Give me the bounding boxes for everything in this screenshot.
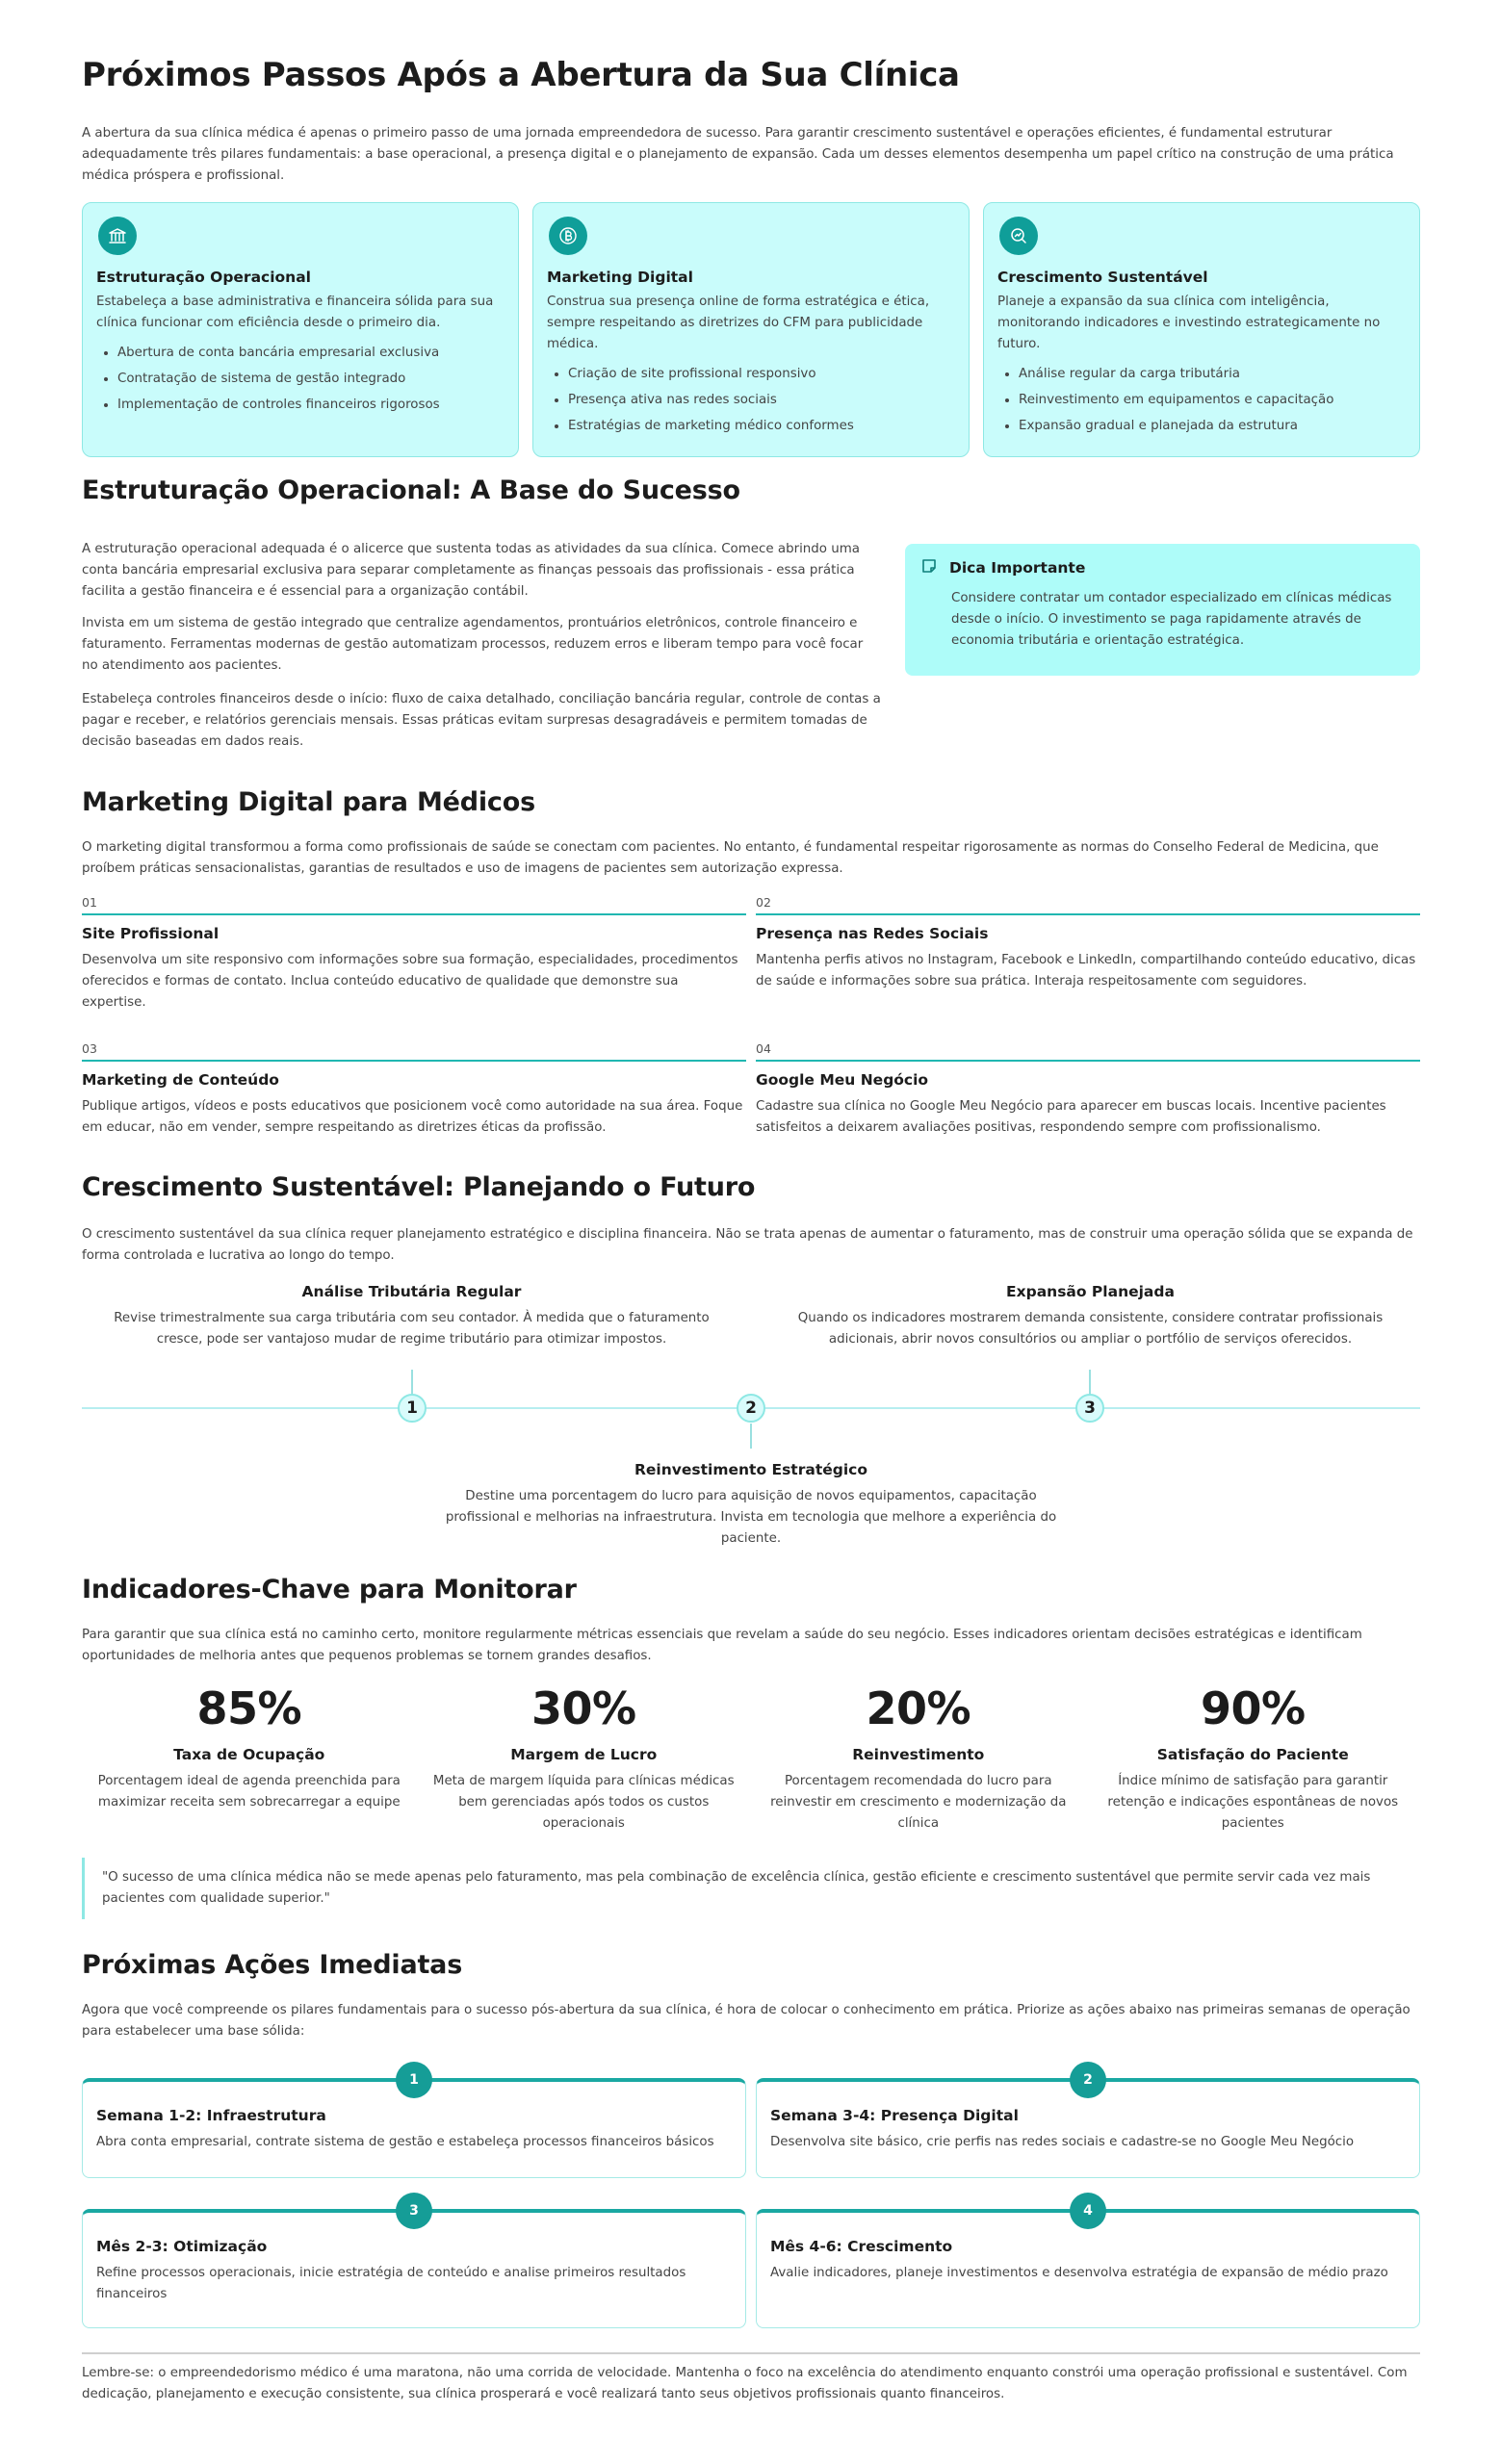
closing-paragraph: Lembre-se: o empreendedorismo médico é uma maratona, não uma corrida de velocidade. Mantenha o foco na excelência do atendimento enquanto constrói uma operação profissional e sustentável. Com dedicação, planejamento e execução consistente, sua clínica prosperará e você realizará tanto seus objetivos profissionais quanto financeiros. bbox=[82, 2366, 1408, 2401]
marketing-item-title: Presença nas Redes Sociais bbox=[756, 925, 989, 942]
timeline-step bbox=[96, 1283, 727, 1350]
action-card bbox=[756, 2203, 1420, 2328]
timeline-step-text: Revise trimestralmente sua carga tributária com seu contador. À medida que o faturamento cresce, pode ser vantajoso mudar de regime tributário para otimizar impostos. bbox=[114, 1311, 710, 1347]
kpi-title: Satisfação do Paciente bbox=[1156, 1746, 1349, 1763]
operational-paragraph: Estabeleça controles financeiros desde o início: fluxo de caixa detalhado, conciliação bancária regular, controle de contas a pagar e receber, e relatórios gerenciais mensais. Essas práticas evitam surpresas desagradáveis e permitem tomadas de decisão baseadas em dados reais. bbox=[82, 692, 881, 749]
pillar-card-growth bbox=[983, 202, 1420, 457]
tip-text: Considere contratar um contador especializado em clínicas médicas desde o início. O investimento se paga rapidamente através de economia tributária e orientação estratégica. bbox=[951, 591, 1392, 648]
list-item: Estratégias de marketing médico conformes bbox=[547, 413, 955, 439]
indicators-intro: Para garantir que sua clínica está no caminho certo, monitore regularmente métricas essenciais que revelam a saúde do seu negócio. Esses indicadores orientam decisões estratégicas e identificam oportunidades de melhoria antes que pequenos problemas se tornem grandes desafios. bbox=[82, 1628, 1362, 1663]
kpi-value: 85% bbox=[196, 1682, 302, 1734]
timeline-connector bbox=[411, 1370, 413, 1395]
pillar-list bbox=[96, 340, 505, 418]
tip-title: Dica Importante bbox=[949, 559, 1086, 577]
kpi-text: Meta de margem líquida para clínicas médicas bem gerenciadas após todos os custos operacionais bbox=[432, 1774, 735, 1831]
list-item: Abertura de conta bancária empresarial exclusiva bbox=[96, 340, 505, 366]
list-item: Criação de site profissional responsivo bbox=[547, 361, 955, 387]
kpi-title: Reinvestimento bbox=[852, 1746, 985, 1763]
pillar-card-marketing bbox=[532, 202, 970, 457]
list-item: Análise regular da carga tributária bbox=[997, 361, 1406, 387]
timeline-step-title: Expansão Planejada bbox=[1006, 1283, 1175, 1300]
section-title-actions: Próximas Ações Imediatas bbox=[82, 1950, 463, 1980]
operational-paragraph: A estruturação operacional adequada é o alicerce que sustenta todas as atividades da sua clínica. Comece abrindo uma conta bancária empresarial exclusiva para separar completamente as finanças pessoais das profissionais - essa prática facilita a gestão financeira e é essencial para a organização contábil. bbox=[82, 542, 860, 599]
marketing-item-title: Site Profissional bbox=[82, 925, 220, 942]
kpi-text: Índice mínimo de satisfação para garantir retenção e indicações espontâneas de novos pacientes bbox=[1107, 1774, 1399, 1831]
action-number-badge: 3 bbox=[396, 2193, 432, 2229]
list-item: Reinvestimento em equipamentos e capacitação bbox=[997, 387, 1406, 413]
kpi-value: 30% bbox=[531, 1682, 636, 1734]
action-card bbox=[82, 2203, 746, 2328]
action-card bbox=[756, 2072, 1420, 2178]
list-item: Presença ativa nas redes sociais bbox=[547, 387, 955, 413]
quote-text: "O sucesso de uma clínica médica não se mede apenas pelo faturamento, mas pela combinação de excelência clínica, gestão eficiente e crescimento sustentável que permite servir cada vez mais pacientes com qualidade superior." bbox=[102, 1870, 1371, 1906]
page-title: Próximos Passos Após a Abertura da Sua Clínica bbox=[82, 56, 960, 94]
kpi-card bbox=[417, 1682, 752, 1835]
timeline-step-text: Destine uma porcentagem do lucro para aquisição de novos equipamentos, capacitação profissional e melhorias na infraestrutura. Invista em tecnologia que melhore a experiência do paciente. bbox=[445, 1489, 1057, 1546]
marketing-item-number: 02 bbox=[756, 895, 1420, 915]
marketing-item-number: 01 bbox=[82, 895, 746, 915]
list-item: Contratação de sistema de gestão integrado bbox=[96, 366, 505, 392]
pillar-title: Marketing Digital bbox=[547, 269, 693, 286]
marketing-item-title: Marketing de Conteúdo bbox=[82, 1071, 279, 1089]
pillar-list bbox=[997, 361, 1406, 439]
action-number-badge: 1 bbox=[396, 2062, 432, 2098]
pillar-cards bbox=[82, 202, 1420, 457]
section-title-indicators: Indicadores-Chave para Monitorar bbox=[82, 1575, 577, 1604]
marketing-intro: O marketing digital transformou a forma como profissionais de saúde se conectam com pacientes. No entanto, é fundamental respeitar rigorosamente as normas do Conselho Federal de Medicina, que proíbem práticas sensacionalistas, garantias de resultados e uso de imagens de pacientes sem autorização expressa. bbox=[82, 840, 1379, 876]
marketing-item bbox=[756, 1041, 1420, 1139]
list-item: Implementação de controles financeiros rigorosos bbox=[96, 392, 505, 418]
marketing-item-text: Cadastre sua clínica no Google Meu Negócio para aparecer em buscas locais. Incentive pacientes satisfeitos a deixarem avaliações positivas, respondendo sempre com profissionalismo. bbox=[756, 1099, 1386, 1135]
list-item: Expansão gradual e planejada da estrutura bbox=[997, 413, 1406, 439]
quote-block bbox=[82, 1858, 1420, 1919]
timeline-marker: 2 bbox=[737, 1394, 765, 1423]
pillar-card-operational bbox=[82, 202, 519, 457]
kpi-value: 90% bbox=[1200, 1682, 1306, 1734]
action-card bbox=[82, 2072, 746, 2178]
marketing-item-text: Mantenha perfis ativos no Instagram, Facebook e LinkedIn, compartilhando conteúdo educativo, dicas de saúde e informações sobre sua prática. Interaja respeitosamente com seguidores. bbox=[756, 953, 1416, 988]
kpi-text: Porcentagem ideal de agenda preenchida para maximizar receita sem sobrecarregar a equipe bbox=[97, 1774, 401, 1810]
tip-box bbox=[905, 544, 1420, 676]
timeline-step bbox=[770, 1283, 1410, 1350]
note-icon bbox=[920, 557, 938, 578]
pillar-desc: Construa sua presença online de forma estratégica e ética, sempre respeitando as diretrizes do CFM para publicidade médica. bbox=[547, 295, 930, 351]
timeline-step-text: Quando os indicadores mostrarem demanda consistente, considere contratar profissionais adicionais, abrir novos consultórios ou ampliar o portfólio de serviços oferecidos. bbox=[797, 1311, 1384, 1347]
kpi-text: Porcentagem recomendada do lucro para reinvestir em crescimento e modernização da clínica bbox=[770, 1774, 1067, 1831]
action-text: Abra conta empresarial, contrate sistema de gestão e estabeleça processos financeiros básicos bbox=[96, 2135, 714, 2149]
kpi-grid bbox=[82, 1682, 1420, 1835]
marketing-item-text: Publique artigos, vídeos e posts educativos que posicionem você como autoridade na sua área. Foque em educar, não em vender, sempre respeitando as diretrizes éticas da profissão. bbox=[82, 1099, 743, 1135]
timeline-step-title: Análise Tributária Regular bbox=[301, 1283, 522, 1300]
bank-icon bbox=[98, 217, 137, 255]
marketing-item-title: Google Meu Negócio bbox=[756, 1071, 929, 1089]
timeline-connector bbox=[750, 1424, 752, 1449]
pillar-desc: Planeje a expansão da sua clínica com inteligência, monitorando indicadores e investindo estrategicamente no futuro. bbox=[997, 295, 1381, 351]
action-title: Semana 1-2: Infraestrutura bbox=[96, 2107, 326, 2124]
actions-intro: Agora que você compreende os pilares fundamentais para o sucesso pós-abertura da sua clínica, é hora de colocar o conhecimento em prática. Priorize as ações abaixo nas primeiras semanas de operação para estabelecer uma base sólida: bbox=[82, 2003, 1410, 2039]
timeline-marker: 3 bbox=[1075, 1394, 1104, 1423]
pillar-title: Crescimento Sustentável bbox=[997, 269, 1208, 286]
timeline-marker: 1 bbox=[398, 1394, 427, 1423]
magnifier-icon bbox=[999, 217, 1038, 255]
marketing-item-text: Desenvolva um site responsivo com informações sobre sua formação, especialidades, procedimentos oferecidos e formas de contato. Inclua conteúdo educativo de qualidade que demonstre sua expertise. bbox=[82, 953, 738, 1010]
bitcoin-icon bbox=[549, 217, 587, 255]
action-title: Mês 4-6: Crescimento bbox=[770, 2238, 953, 2255]
timeline-connector bbox=[1089, 1370, 1091, 1395]
kpi-card bbox=[751, 1682, 1086, 1835]
pillar-list bbox=[547, 361, 955, 439]
kpi-card bbox=[1086, 1682, 1421, 1835]
timeline-step-title: Reinvestimento Estratégico bbox=[634, 1461, 867, 1478]
marketing-item-number: 03 bbox=[82, 1041, 746, 1062]
action-text: Refine processos operacionais, inicie estratégia de conteúdo e analise primeiros resultados financeiros bbox=[96, 2266, 686, 2301]
marketing-item bbox=[82, 895, 746, 1014]
marketing-item bbox=[756, 895, 1420, 992]
action-title: Semana 3-4: Presença Digital bbox=[770, 2107, 1019, 2124]
operational-paragraph: Invista em um sistema de gestão integrado que centralize agendamentos, prontuários eletrônicos, controle financeiro e faturamento. Ferramentas modernas de gestão automatizam processos, reduzem erros e liberam tempo para você focar no atendimento aos pacientes. bbox=[82, 616, 864, 673]
kpi-title: Margem de Lucro bbox=[510, 1746, 658, 1763]
growth-intro: O crescimento sustentável da sua clínica requer planejamento estratégico e disciplina financeira. Não se trata apenas de aumentar o faturamento, mas de construir uma operação sólida que se expanda de forma controlada e lucrativa ao longo do tempo. bbox=[82, 1227, 1413, 1263]
kpi-card bbox=[82, 1682, 417, 1835]
kpi-value: 20% bbox=[866, 1682, 971, 1734]
section-title-marketing: Marketing Digital para Médicos bbox=[82, 787, 535, 817]
section-title-operational: Estruturação Operacional: A Base do Sucesso bbox=[82, 475, 740, 505]
marketing-item bbox=[82, 1041, 746, 1139]
section-title-growth: Crescimento Sustentável: Planejando o Futuro bbox=[82, 1172, 756, 1202]
divider bbox=[82, 2352, 1420, 2354]
action-number-badge: 2 bbox=[1070, 2062, 1106, 2098]
action-number-badge: 4 bbox=[1070, 2193, 1106, 2229]
action-text: Avalie indicadores, planeje investimentos e desenvolva estratégia de expansão de médio prazo bbox=[770, 2266, 1388, 2280]
action-title: Mês 2-3: Otimização bbox=[96, 2238, 268, 2255]
action-text: Desenvolva site básico, crie perfis nas redes sociais e cadastre-se no Google Meu Negócio bbox=[770, 2135, 1355, 2149]
intro-paragraph: A abertura da sua clínica médica é apenas o primeiro passo de uma jornada empreendedora de sucesso. Para garantir crescimento sustentável e operações eficientes, é fundamental estruturar adequadamente três pilares fundamentais: a base operacional, a presença digital e o planejamento de expansão. Cada um desses elementos desempenha um papel crítico na construção de uma prática médica próspera e profissional. bbox=[82, 126, 1394, 183]
pillar-desc: Estabeleça a base administrativa e financeira sólida para sua clínica funcionar com eficiência desde o primeiro dia. bbox=[96, 295, 494, 330]
timeline-step bbox=[433, 1461, 1069, 1550]
kpi-title: Taxa de Ocupação bbox=[173, 1746, 325, 1763]
pillar-title: Estruturação Operacional bbox=[96, 269, 311, 286]
marketing-item-number: 04 bbox=[756, 1041, 1420, 1062]
